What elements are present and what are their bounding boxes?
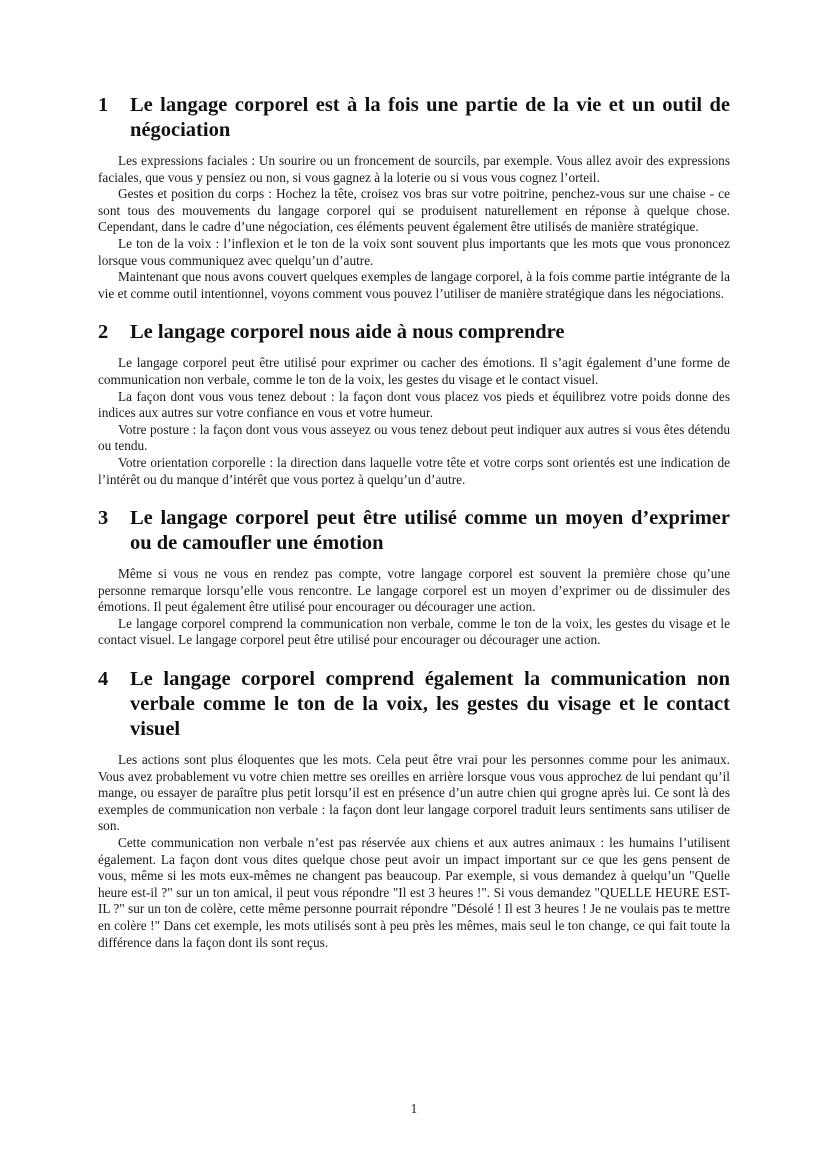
- paragraph: Votre orientation corporelle : la direction dans laquelle votre tête et votre corps sont orientés est une indication de l’intérêt ou du manque d’intérêt que vous portez à quelqu’un d’autre.: [98, 454, 730, 487]
- section-4: [98, 667, 730, 951]
- paragraph: Même si vous ne vous en rendez pas compte, votre langage corporel est souvent la première chose qu’une personne remarque lorsqu’elle vous rencontre. Le langage corporel est un moyen d’exprimer ou de dissimuler des émotions. Il peut également être utilisé pour encourager ou décourager une action.: [98, 566, 730, 615]
- section-heading: [98, 93, 730, 143]
- page-number: 1: [410, 1101, 418, 1116]
- paragraph: Maintenant que nous avons couvert quelques exemples de langage corporel, à la fois comme partie intégrante de la vie et comme outil intentionnel, voyons comment vous pouvez l’utiliser de manière stratégique dans les négociations.: [98, 269, 730, 301]
- paragraph: Cette communication non verbale n’est pas réservée aux chiens et aux autres animaux : les humains l’utilisent également. La façon dont vous dites quelque chose peut avoir un impact important sur ce que les gens pensent de vous, même si les mots eux-mêmes ne changent pas beaucoup. Par exemple, si vous demandez à quelqu’un "Quelle heure est-il ?" sur un ton amical, il peut vous répondre "Il est 3 heures !". Si vous demandez "QUELLE HEURE EST-IL ?" sur un ton de colère, cette même personne pourrait répondre "Désolé ! Il est 3 heures ! Je ne voulais pas te mettre en colère !" Dans cet exemple, les mots utilisés sont à peu près les mêmes, mais seul le ton change, ce qui fait toute la différence dans la façon dont ils sont reçus.: [98, 835, 730, 950]
- paragraph: Le ton de la voix : l’inflexion et le ton de la voix sont souvent plus importants que les mots que vous prononcez lorsque vous communiquez avec quelqu’un d’autre.: [98, 235, 730, 268]
- section-heading: [98, 667, 730, 742]
- section-title: Le langage corporel peut être utilisé comme un moyen d’exprimer ou de camoufler une émotion: [130, 507, 730, 555]
- section-number: 2: [98, 321, 109, 344]
- section-heading: [98, 506, 730, 556]
- section-title: Le langage corporel nous aide à nous comprendre: [130, 321, 565, 344]
- paragraph: Les actions sont plus éloquentes que les mots. Cela peut être vrai pour les personnes comme pour les animaux. Vous avez probablement vu votre chien mettre ses oreilles en arrière lorsque vous vous approchez de lui pendant qu’il mange, ou essayer de paraître plus petit lorsqu’il est en présence d’un autre chien qui grogne après lui. Ce sont là des exemples de communication non verbale : la façon dont leur langage corporel traduit leurs sentiments sans utiliser de son.: [98, 752, 730, 834]
- section-number: 4: [98, 668, 109, 691]
- section-1: [98, 93, 730, 302]
- section-number: 1: [98, 94, 109, 116]
- section-3: [98, 506, 730, 649]
- section-title: Le langage corporel est à la fois une partie de la vie et un outil de négociation: [130, 94, 730, 141]
- paragraph: Le langage corporel comprend la communication non verbale, comme le ton de la voix, les gestes du visage et le contact visuel. Le langage corporel peut être utilisé pour encourager ou décourager une action.: [98, 615, 730, 648]
- section-number: 3: [98, 507, 109, 530]
- paragraph: Les expressions faciales : Un sourire ou un froncement de sourcils, par exemple. Vous allez avoir des expressions faciales, que vous y pensiez ou non, si vous gagnez à la loterie ou si vous vous cognez l’orteil.: [98, 153, 730, 185]
- paragraph: La façon dont vous vous tenez debout : la façon dont vous placez vos pieds et équilibrez votre poids donne des indices aux autres sur votre confiance en vous et votre humeur.: [98, 388, 730, 421]
- paragraph: Gestes et position du corps : Hochez la tête, croisez vos bras sur votre poitrine, penchez-vous sur une chaise - ce sont tous des mouvements du langage corporel qui se produisent naturellement en réponse à quelque chose. Cependant, dans le cadre d’une négociation, ces éléments peuvent également être utilisés de manière stratégique.: [98, 186, 730, 235]
- paragraph: Votre posture : la façon dont vous vous asseyez ou vous tenez debout peut indiquer aux autres si vous êtes détendu ou tendu.: [98, 421, 730, 454]
- section-title: Le langage corporel comprend également la communication non verbale comme le ton de la voix, les gestes du visage et le contact visuel: [130, 668, 730, 741]
- section-heading: [98, 320, 730, 345]
- paragraph: Le langage corporel peut être utilisé pour exprimer ou cacher des émotions. Il s’agit également d’une forme de communication non verbale, comme le ton de la voix, les gestes du visage et le contact visuel.: [98, 355, 730, 387]
- section-2: [98, 320, 730, 488]
- document-page: [98, 93, 730, 951]
